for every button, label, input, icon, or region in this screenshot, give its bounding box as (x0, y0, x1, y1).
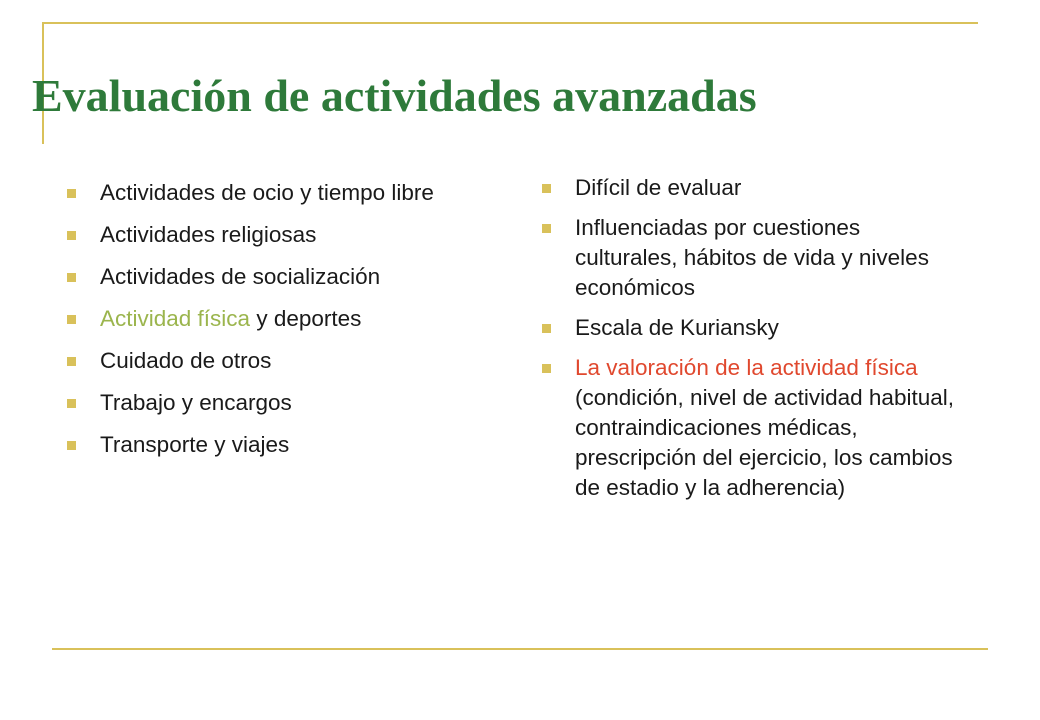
square-bullet-icon (67, 231, 76, 240)
list-item-text: Cuidado de otros (100, 348, 272, 373)
list-item (535, 353, 965, 503)
square-bullet-icon (67, 399, 76, 408)
list-item-text: Actividades de socialización (100, 264, 381, 289)
list-item-text: y deportes (250, 306, 362, 331)
list-item (535, 313, 965, 343)
list-item (60, 178, 480, 208)
list-item (60, 388, 480, 418)
list-item-text: Transporte y viajes (100, 432, 290, 457)
highlighted-text: La valoración de la actividad física (575, 355, 918, 380)
list-item (60, 220, 480, 250)
square-bullet-icon (67, 273, 76, 282)
square-bullet-icon (67, 357, 76, 366)
list-item (60, 262, 480, 292)
list-item-text: Difícil de evaluar (575, 175, 742, 200)
right-bullet-list (535, 173, 965, 513)
list-item (535, 173, 965, 203)
square-bullet-icon (542, 224, 551, 233)
list-item (535, 213, 965, 303)
list-item-text: (condición, nivel de actividad habitual, contraindicaciones médicas, prescripción del ejercicio, los cambios de estadio y la adherencia) (575, 385, 954, 500)
list-item-text: Escala de Kuriansky (575, 315, 779, 340)
list-item (60, 430, 480, 460)
left-bullet-list (60, 178, 480, 472)
square-bullet-icon (542, 324, 551, 333)
list-item-text: Trabajo y encargos (100, 390, 292, 415)
slide-title: Evaluación de actividades avanzadas (32, 70, 757, 121)
highlighted-text: Actividad física (100, 306, 251, 331)
list-item (60, 346, 480, 376)
bottom-rule (52, 648, 988, 650)
list-item-text: Influenciadas por cuestiones culturales, hábitos de vida y niveles económicos (575, 215, 929, 300)
list-item-text: Actividades religiosas (100, 222, 317, 247)
top-rule (42, 22, 978, 24)
square-bullet-icon (542, 184, 551, 193)
square-bullet-icon (67, 189, 76, 198)
list-item (60, 304, 480, 334)
list-item-text: Actividades de ocio y tiempo libre (100, 180, 434, 205)
square-bullet-icon (542, 364, 551, 373)
square-bullet-icon (67, 315, 76, 324)
square-bullet-icon (67, 441, 76, 450)
